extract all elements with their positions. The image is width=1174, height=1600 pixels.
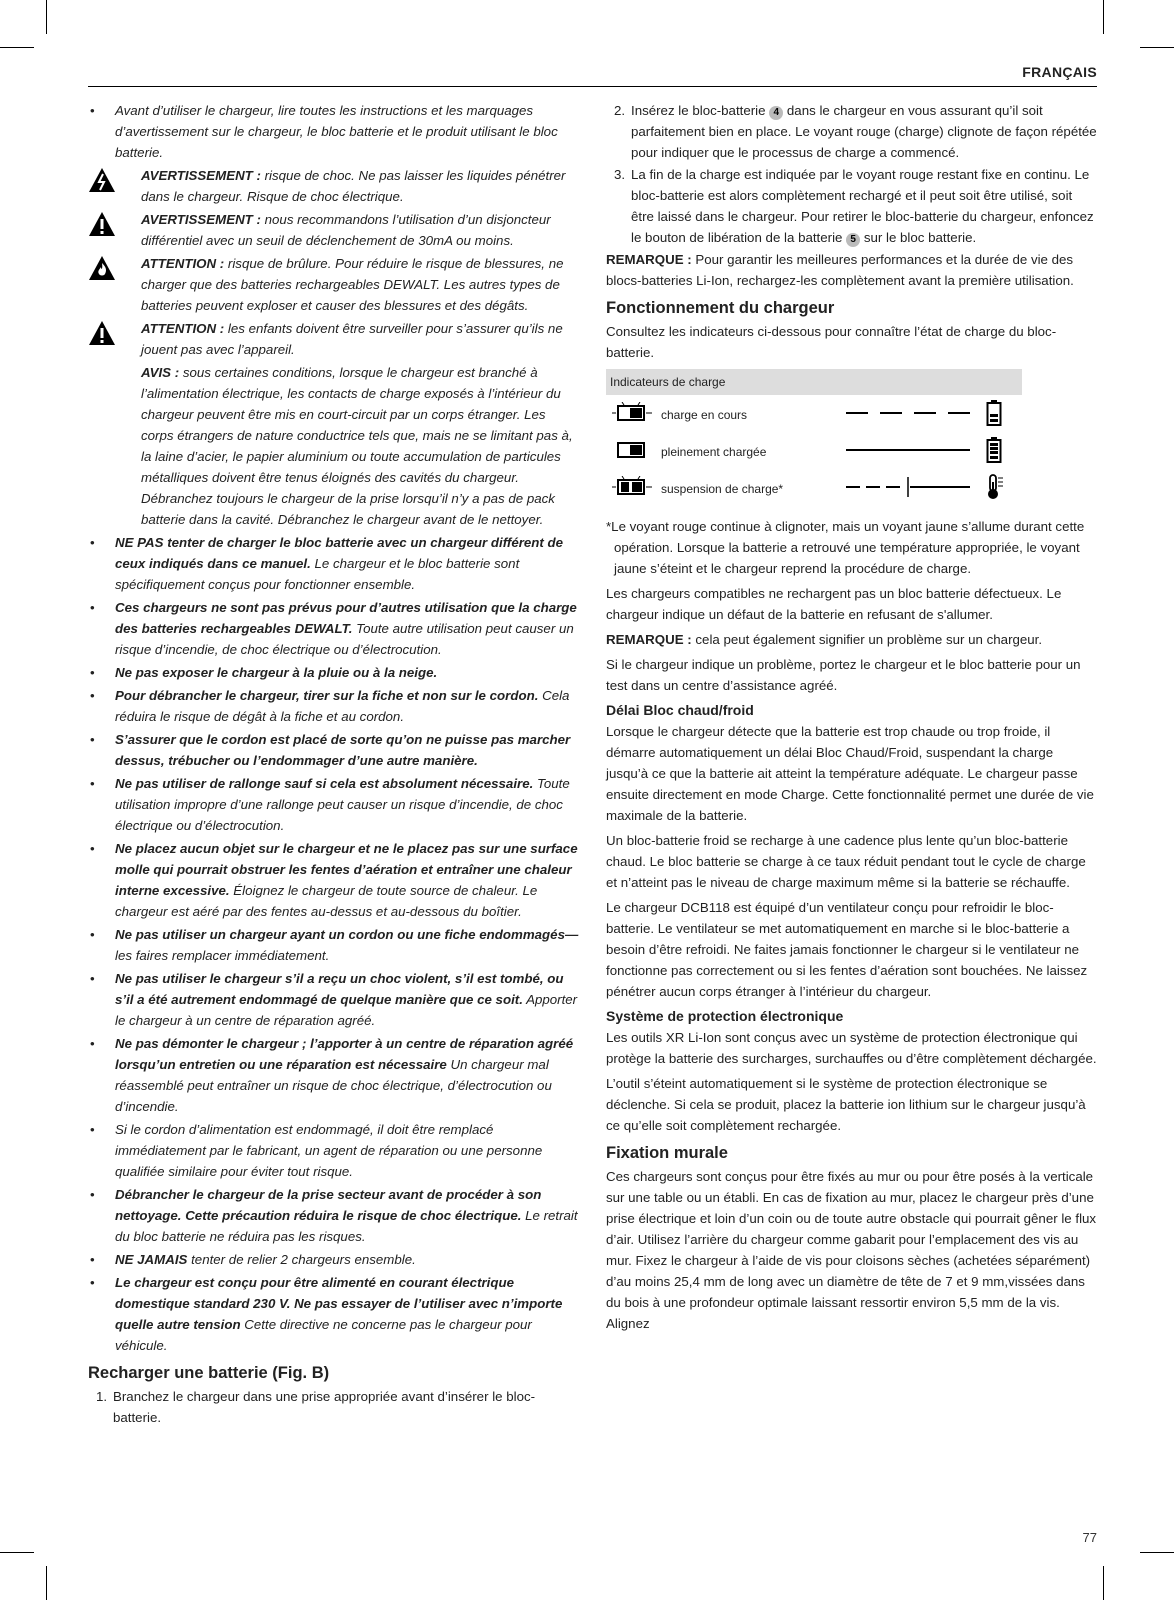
safety-bullet: • Ne pas utiliser de rallonge sauf si cela est absolument nécessaire. Toute utilisation impropre d’une rallonge peut causer un risque d’incendie, de choc électrique ou d’électrocution. [88,773,580,836]
safety-bullet: • Débrancher le chargeur de la prise secteur avant de procéder à son nettoyage. Cette précaution réduira le risque de choc électrique. Le retrait du bloc batterie ne réduira pas les risques. [88,1184,580,1247]
warning-item: ATTENTION : les enfants doivent être surveiller pour s’assurer qu’ils ne jouent pas avec l’appareil. [88,318,580,360]
battery-charging-icon [986,399,1002,427]
fire-warning-icon [88,255,116,281]
solid-line-icon [846,448,972,452]
paragraph-consult: Consultez les indicateurs ci-dessous pour connaître l’état de charge du bloc-batterie. [606,324,1057,360]
warning-item: AVERTISSEMENT : risque de choc. Ne pas laisser les liquides pénétrer dans le chargeur. Risque de choc électrique. [88,165,580,207]
crop-mark [0,47,34,48]
crop-mark [1103,0,1104,34]
warning-item: AVERTISSEMENT : nous recommandons l’utilisation d’un disjoncteur différentiel avec un seuil de déclenchement de 30mA ou moins. [88,209,580,251]
safety-bullet: • Ne pas exposer le chargeur à la pluie ou à la neige. [88,662,580,683]
blinking-line-icon [846,411,972,415]
heading-fonctionnement: Fonctionnement du chargeur [606,299,835,317]
crop-mark [0,1552,34,1553]
heading-fixation: Fixation murale [606,1144,728,1162]
blinking-charger-icon [612,402,652,424]
paragraph-delai-3: Le chargeur DCB118 est équipé d’un ventilateur conçu pour refroidir le bloc-batterie. Le ventilateur se met automatiquement en marche si le bloc-batterie a besoin d’être refroidi. Ne faites jamais fonctionner le chargeur si le ventilateur ne fonctionne pas correctement ou si les fentes d’aération sont bouchées. Ne laissez pénétrer aucun corps étranger à l’intérieur du chargeur. [606,900,1088,999]
step-3: 3. La fin de la charge est indiquée par le voyant rouge restant fixe en continu. Le bloc-batterie est alors complètement rechargé et il peut soit être utilisé, soit être laissé dans le chargeur. Pour retirer le bloc-batterie du chargeur, enfoncez le bouton de libération de la batterie 5 sur le bloc batterie. [614,167,1094,245]
section-title-recharger: Recharger une batterie (Fig. B) [88,1364,330,1382]
crop-mark [1103,1566,1104,1600]
callout-4: 4 [769,106,783,120]
paragraph-compatible: Les chargeurs compatibles ne rechargent pas un bloc batterie défectueux. Le chargeur indique un défaut de la batterie en refusant de s'allumer. [606,586,1062,622]
intro-bullet: • Avant d’utiliser le chargeur, lire toutes les instructions et les marquages d’avertissement sur le chargeur, le bloc batterie et le produit utilisant le bloc batterie. [88,100,580,163]
safety-bullet: • Ne pas utiliser un chargeur ayant un cordon ou une fiche endommagés—les faires remplacer immédiatement. [88,924,580,966]
paragraph-systeme-2: L’outil s’éteint automatiquement si le système de protection électronique se déclenche. Si cela se produit, placez la batterie ion lithium sur le chargeur jusqu’à ce qu’elle soit complètement rechargée. [606,1076,1086,1133]
paragraph-fixation: Ces chargeurs sont conçus pour être fixés au mur ou pour être posés à la verticale sur une table ou un établi. En cas de fixation au mur, placez le chargeur près d’une prise électrique et loin d’un coin ou de toute autre obstacle qui pourrait gêner le flux d’air. Utilisez l’arrière du chargeur comme gabarit pour l’emplacement des vis au mur. Fixez le chargeur à l’aide de vis pour cloisons sèches (achetées séparément) d’au moins 25,4 mm de long avec un diamètre de tête de 7 et 9 mm,vissées dans du bois à une profondeur optimale laissant ressortir environ 5,5 mm de la vis. Alignez [606,1169,1097,1331]
callout-5: 5 [846,233,860,247]
header-rule [88,86,1097,87]
safety-bullet: • Ne placez aucun objet sur le chargeur et ne le placez pas sur une surface molle qui pourrait obstruer les fentes d’aération et entraîner une chaleur interne excessive. Éloignez le chargeur de toute source de chaleur. Le chargeur est aéré par des fentes au-dessus et au-dessous du boîtier. [88,838,580,922]
shock-warning-icon [88,167,116,193]
charger-solid-icon [612,439,652,461]
safety-bullet: • NE JAMAIS tenter de relier 2 chargeurs ensemble. [88,1249,580,1270]
table-row [606,469,1022,506]
language-header: FRANÇAIS [1022,64,1097,80]
table-header: Indicateurs de charge [606,369,1022,395]
thermometer-icon [986,473,1006,501]
charge-indicator-table [606,369,1022,506]
safety-bullet: • Ces chargeurs ne sont pas prévus pour d’autres utilisation que la charge des batteries rechargeables DEWALT. Toute autre utilisation peut causer un risque d’incendie, de choc électrique ou d’électrocution. [88,597,580,660]
step-2: 2. Insérez le bloc-batterie 4 dans le chargeur en vous assurant qu’il soit parfaitement bien en place. Le voyant rouge (charge) clignote de façon répétée pour indiquer que le processus de charge a commencé. [614,103,1097,160]
row-label: suspension de charge* [661,482,784,496]
right-column [606,100,1098,1338]
heading-systeme: Système de protection électronique [606,1008,844,1024]
table-row [606,432,1022,469]
heading-delai: Délai Bloc chaud/froid [606,702,754,718]
safety-bullet: • Ne pas utiliser le chargeur s’il a reçu un choc violent, s’il est tombé, ou s’il a été autrement endommagé de quelque manière que ce soit. Apporter le chargeur à un centre de réparation agréé. [88,968,580,1031]
safety-bullet: • S’assurer que le cordon est placé de sorte qu’on ne puisse pas marcher dessus, trébucher ou l’endommager d’une autre manière. [88,729,580,771]
safety-bullet: • Si le cordon d’alimentation est endommagé, il doit être remplacé immédiatement par le fabricant, un agent de réparation ou une personne qualifiée similaire pour éviter tout risque. [88,1119,580,1182]
crop-mark [1140,47,1174,48]
crop-mark [46,1566,47,1600]
page-number: 77 [1082,1530,1097,1545]
paragraph-systeme-1: Les outils XR Li-Ion sont conçus avec un système de protection électronique qui protège la batterie des surcharges, surchauffes ou d’être complètement déchargée. [606,1030,1097,1066]
asterisk-note: *Le voyant rouge continue à clignoter, mais un voyant jaune s’allume durant cette opération. Lorsque la batterie a retrouvé une température appropriée, le voyant jaune s’éteint et le chargeur reprend la procédure de charge. [606,519,1085,576]
paragraph-probleme: Si le chargeur indique un problème, portez le chargeur et le bloc batterie pour un test dans un centre d’assistance agréé. [606,657,1081,693]
safety-bullet: • Ne pas démonter le chargeur ; l’apporter à un centre de réparation agréé lorsqu’un entretien ou une réparation est nécessaire Un chargeur mal réassemblé peut entraîner un risque de choc électrique, d’électrocution ou d’incendie. [88,1033,580,1117]
battery-full-icon [986,436,1002,464]
paragraph-delai-2: Un bloc-batterie froid se recharge à une cadence plus lente qu’un bloc-batterie chaud. Le bloc batterie se charge à ce taux réduit pendant tout le cycle de charge et n’atteint pas le niveau de charge maximum même si la batterie se réchauffe. [606,833,1086,890]
row-label: charge en cours [661,408,748,422]
table-row [606,395,1022,432]
safety-bullet: • Le chargeur est conçu pour être alimenté en courant électrique domestique standard 230 V. Ne pas essayer de l’utiliser avec n’importe quelle autre tension Cette directive ne concerne pas le chargeur pour véhicule. [88,1272,580,1356]
crop-mark [46,0,47,34]
pause-line-icon [846,477,972,497]
warning-triangle-icon [88,320,116,346]
warning-triangle-icon [88,211,116,237]
remark-2: REMARQUE : cela peut également signifier un problème sur un chargeur. [606,632,1043,647]
notice-paragraph: AVIS : sous certaines conditions, lorsque le chargeur est branché à l’alimentation électrique, les contacts de charge exposés à l’intérieur du chargeur peuvent être mis en court-circuit par un corps étranger. Les corps étrangers de nature conductrice tels que, mais ne se limitant pas à, la laine d’acier, le papier aluminium ou toute accumulation de particules métalliques doivent être tenus éloignés des cavités du chargeur. Débranchez toujours le chargeur de la prise lorsqu’il n’y a pas de pack batterie dans la cavité. Débranchez le chargeur avant de le nettoyer. [141,365,573,527]
warning-item: ATTENTION : risque de brûlure. Pour réduire le risque de blessures, ne charger que des batteries rechargeables DEWALT. Les autres types de batteries peuvent exploser et causer des blessures et des dégâts. [88,253,580,316]
safety-bullet: • Pour débrancher le chargeur, tirer sur la fiche et non sur le cordon. Cela réduira le risque de dégât à la fiche et au cordon. [88,685,580,727]
step-1: 1. Branchez le chargeur dans une prise appropriée avant d’insérer le bloc-batterie. [96,1389,536,1425]
crop-mark [1140,1552,1174,1553]
safety-bullet: • NE PAS tenter de charger le bloc batterie avec un chargeur différent de ceux indiqués dans ce manuel. Le chargeur et le bloc batterie sont spécifiquement conçus pour fonctionner ensemble. [88,532,580,595]
blinking-charger-pause-icon [612,476,652,498]
row-label: pleinement chargée [661,445,767,459]
remark-1: REMARQUE : Pour garantir les meilleures performances et la durée de vie des blocs-batteries Li-Ion, rechargez-les complètement avant la première utilisation. [606,252,1074,288]
paragraph-delai-1: Lorsque le chargeur détecte que la batterie est trop chaude ou trop froide, il démarre automatiquement un délai Bloc Chaud/Froid, suspendant la charge jusqu’à ce que la batterie ait atteint la température adéquate. Le chargeur passe ensuite directement en mode Charge. Cette fonctionnalité permet une durée de vie maximale de la batterie. [606,724,1094,823]
left-column [88,100,580,1429]
